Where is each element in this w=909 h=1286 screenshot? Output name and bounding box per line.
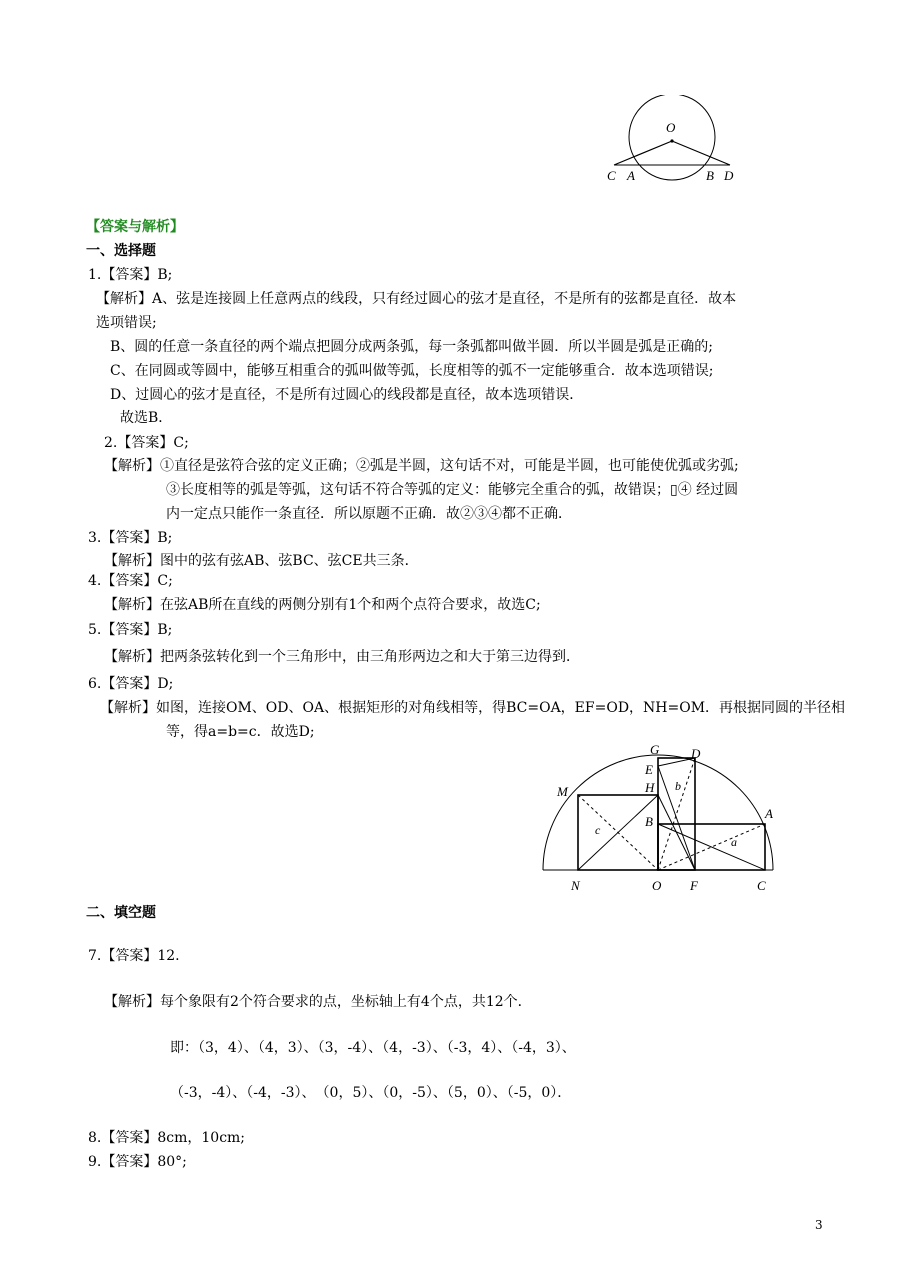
q7-analysis-line2: 即：（3，4）、（4，3）、（3，-4）、（4，-3）、（-3，4）、（-4，3）、 bbox=[170, 1040, 576, 1056]
q1-answer: 1.【答案】B; bbox=[88, 267, 173, 283]
center-dot bbox=[670, 139, 673, 142]
q3-analysis: 【解析】图中的弦有弦AB、弦BC、弦CE共三条． bbox=[104, 553, 419, 569]
circle-o bbox=[629, 95, 715, 180]
q4-answer: 4.【答案】C; bbox=[88, 573, 173, 589]
q2-answer: 2.【答案】C; bbox=[104, 435, 189, 451]
q7-answer: 7.【答案】12. bbox=[88, 948, 180, 964]
q6-answer: 6.【答案】D; bbox=[88, 676, 174, 692]
q1-analysis-line4: C、在同圆或等圆中，能够互相重合的弧叫做等弧，长度相等的弧不一定能够重合．故本选项错误; bbox=[110, 363, 714, 379]
q5-answer: 5.【答案】B; bbox=[88, 622, 173, 638]
label-g: G bbox=[650, 742, 660, 757]
label-o: O bbox=[666, 120, 676, 135]
label-f: F bbox=[690, 878, 698, 893]
label-n: N bbox=[571, 878, 580, 893]
label-a-small: a bbox=[731, 835, 737, 849]
label-b-small: b bbox=[675, 779, 681, 793]
q5-analysis: 【解析】把两条弦转化到一个三角形中，由三角形两边之和大于第三边得到． bbox=[104, 649, 580, 665]
q8-answer: 8.【答案】8cm，10cm; bbox=[88, 1130, 246, 1146]
q6-analysis-line2: 等，得a=b=c．故选D; bbox=[166, 724, 315, 740]
line-hf bbox=[658, 795, 695, 870]
q3-answer: 3.【答案】B; bbox=[88, 530, 173, 546]
label-c-small: c bbox=[595, 823, 601, 837]
semicircle-rectangles-figure bbox=[535, 738, 785, 896]
q7-analysis-line1: 【解析】每个象限有2个符合要求的点，坐标轴上有4个点，共12个． bbox=[104, 994, 532, 1010]
label-b: B bbox=[706, 168, 714, 183]
q4-analysis: 【解析】在弦AB所在直线的两侧分别有1个和两个点符合要求，故选C; bbox=[104, 597, 541, 613]
q2-analysis-line2: ③长度相等的弧是等弧，这句话不符合等弧的定义：能够完全重合的弧，故错误；▯④ 经过圆 bbox=[166, 482, 739, 498]
q1-analysis-line3: B、圆的任意一条直径的两个端点把圆分成两条弧，每一条弧都叫做半圆．所以半圆是弧是正确的; bbox=[110, 339, 714, 355]
q1-analysis-line1: 【解析】A、弦是连接圆上任意两点的线段，只有经过圆心的弦才是直径，不是所有的弦都是直径．故本 bbox=[96, 291, 737, 307]
label-d: D bbox=[724, 168, 734, 183]
label-d2: D bbox=[691, 746, 701, 761]
q1-analysis-line2: 选项错误; bbox=[96, 315, 157, 331]
label-c: C bbox=[607, 168, 616, 183]
label-c2: C bbox=[757, 878, 766, 893]
segment-od bbox=[672, 141, 730, 165]
label-m: M bbox=[557, 784, 568, 799]
label-b2: B bbox=[645, 814, 653, 829]
label-a2: A bbox=[765, 806, 773, 821]
answer-heading: 【答案与解析】 bbox=[86, 219, 184, 235]
page-number: 3 bbox=[815, 1218, 823, 1232]
segment-oc bbox=[614, 141, 672, 165]
q1-analysis-line5: D、过圆心的弦才是直径，不是所有过圆心的线段都是直径，故本选项错误． bbox=[110, 387, 584, 403]
label-e: E bbox=[645, 762, 653, 777]
q2-analysis-line1: 【解析】①直径是弦符合弦的定义正确；②弧是半圆，这句话不对，可能是半圆，也可能使优弧或劣弧; bbox=[104, 458, 739, 474]
q7-analysis-line3: （-3，-4）、（-4，-3）、 （0，5）、（0，-5）、（5，0）、（-5，0）． bbox=[170, 1085, 572, 1101]
q1-analysis-line6: 故选B． bbox=[120, 410, 173, 426]
label-o2: O bbox=[652, 878, 662, 893]
label-h: H bbox=[645, 780, 655, 795]
label-a: A bbox=[627, 168, 635, 183]
circle-chord-figure bbox=[600, 95, 750, 190]
q2-analysis-line3: 内一定点只能作一条直径．所以原题不正确．故②③④都不正确． bbox=[166, 506, 572, 522]
section-fill-title: 二、填空题 bbox=[86, 905, 156, 921]
section-choice-title: 一、选择题 bbox=[86, 243, 156, 259]
q6-analysis-line1: 【解析】如图，连接OM、OD、OA、根据矩形的对角线相等，得BC=OA，EF=OD，NH=OM．再根据同圆的半径相 bbox=[100, 700, 846, 716]
q9-answer: 9.【答案】80°; bbox=[88, 1154, 187, 1170]
line-ed bbox=[658, 758, 695, 766]
